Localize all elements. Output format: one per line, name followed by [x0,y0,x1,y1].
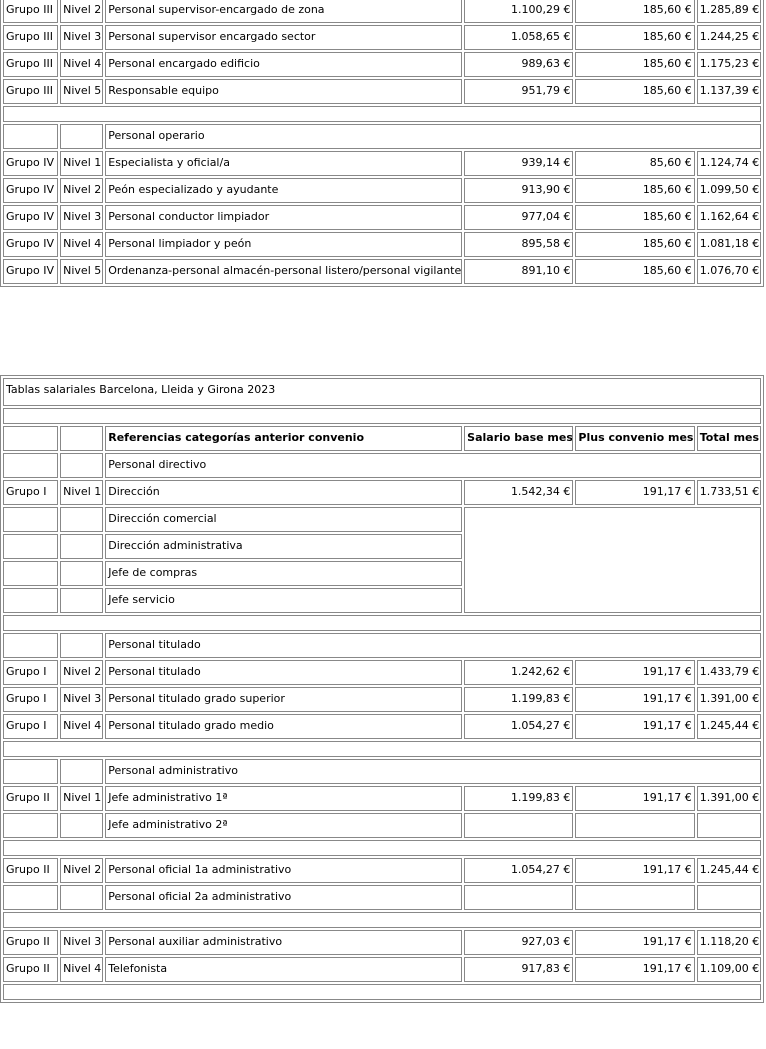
salario-cell: 1.054,27 € [464,858,573,883]
table-row [3,259,761,284]
grupo-cell: Grupo III [3,0,58,23]
grupo-cell: Grupo I [3,480,58,505]
categoria-cell: Responsable equipo [105,79,462,104]
nivel-cell: Nivel 3 [60,25,103,50]
total-cell: 1.162,64 € [697,205,761,230]
nivel-cell: Nivel 1 [60,480,103,505]
table-row [3,786,761,811]
spacer-row [3,106,761,122]
categoria-cell: Personal conductor limpiador [105,205,462,230]
grupo-cell: Grupo IV [3,178,58,203]
salario-cell: 939,14 € [464,151,573,176]
salario-cell: 989,63 € [464,52,573,77]
plus-cell: 191,17 € [575,687,694,712]
salario-cell: 895,58 € [464,232,573,257]
section-label: Personal operario [105,124,761,149]
grupo-cell: Grupo IV [3,151,58,176]
table-row [3,232,761,257]
table-row [3,480,761,505]
total-cell: 1.175,23 € [697,52,761,77]
salario-cell: 1.542,34 € [464,480,573,505]
salario-cell: 891,10 € [464,259,573,284]
section-row [3,124,761,149]
table-title: Tablas salariales Barcelona, Lleida y Girona 2023 [3,378,761,406]
salario-cell: 1.199,83 € [464,786,573,811]
grupo-cell: Grupo IV [3,232,58,257]
nivel-cell [60,588,103,613]
salario-cell: 913,90 € [464,178,573,203]
spacer-cell [3,840,761,856]
section-label: Personal titulado [105,633,761,658]
categoria-cell: Personal titulado [105,660,462,685]
salario-cell: 1.199,83 € [464,687,573,712]
grupo-cell: Grupo I [3,687,58,712]
plus-cell: 191,17 € [575,480,694,505]
nivel-cell: Nivel 1 [60,786,103,811]
categoria-cell: Telefonista [105,957,462,982]
table-row [3,930,761,955]
grupo-cell [3,588,58,613]
grupo-cell [3,759,58,784]
table-row [3,957,761,982]
nivel-cell: Nivel 5 [60,79,103,104]
plus-cell: 191,17 € [575,786,694,811]
total-cell: 1.109,00 € [697,957,761,982]
plus-cell: 185,60 € [575,178,694,203]
nivel-cell [60,453,103,478]
plus-cell: 185,60 € [575,79,694,104]
grupo-cell [3,885,58,910]
nivel-cell [60,534,103,559]
nivel-cell: Nivel 2 [60,858,103,883]
salario-cell [464,885,573,910]
nivel-cell: Nivel 3 [60,930,103,955]
grupo-cell: Grupo II [3,957,58,982]
total-cell: 1.285,89 € [697,0,761,23]
table-row [3,52,761,77]
section-row [3,759,761,784]
categoria-cell: Dirección comercial [105,507,462,532]
total-cell: 1.433,79 € [697,660,761,685]
spacer-cell [3,912,761,928]
table-row [3,151,761,176]
plus-cell: 185,60 € [575,205,694,230]
salary-table-top [0,0,764,287]
plus-cell [575,885,694,910]
table-row [3,79,761,104]
table-row [3,0,761,23]
salario-cell: 1.054,27 € [464,714,573,739]
grupo-cell [3,813,58,838]
grupo-cell: Grupo I [3,660,58,685]
nivel-cell [60,885,103,910]
plus-cell: 185,60 € [575,25,694,50]
table-row [3,858,761,883]
salario-cell: 977,04 € [464,205,573,230]
salario-cell: 927,03 € [464,930,573,955]
total-cell: 1.124,74 € [697,151,761,176]
total-cell: 1.245,44 € [697,858,761,883]
section-label: Personal administrativo [105,759,761,784]
total-cell: 1.733,51 € [697,480,761,505]
categoria-cell: Dirección administrativa [105,534,462,559]
total-cell: 1.137,39 € [697,79,761,104]
total-cell: 1.099,50 € [697,178,761,203]
table-row [3,178,761,203]
plus-cell: 185,60 € [575,52,694,77]
total-cell: 1.081,18 € [697,232,761,257]
nivel-cell [60,507,103,532]
spacer-cell [3,106,761,122]
header-total: Total mes [697,426,761,451]
grupo-cell [3,534,58,559]
section-row [3,453,761,478]
categoria-cell: Especialista y oficial/a [105,151,462,176]
subcategory-row [3,813,761,838]
table-title-row [3,378,761,406]
plus-cell: 191,17 € [575,930,694,955]
nivel-cell: Nivel 2 [60,0,103,23]
plus-cell: 185,60 € [575,232,694,257]
total-cell: 1.118,20 € [697,930,761,955]
categoria-cell: Jefe servicio [105,588,462,613]
total-cell: 1.245,44 € [697,714,761,739]
grupo-cell: Grupo III [3,25,58,50]
spacer-row [3,984,761,1000]
grupo-cell: Grupo IV [3,259,58,284]
categoria-cell: Jefe administrativo 1ª [105,786,462,811]
categoria-cell: Personal auxiliar administrativo [105,930,462,955]
grupo-cell: Grupo II [3,786,58,811]
spacer-row [3,840,761,856]
categoria-cell: Ordenanza-personal almacén-personal listero/personal vigilante [105,259,462,284]
salario-cell: 1.242,62 € [464,660,573,685]
plus-cell: 185,60 € [575,0,694,23]
categoria-cell: Personal limpiador y peón [105,232,462,257]
subcategory-row [3,885,761,910]
section-row [3,633,761,658]
subcategory-row [3,507,761,532]
spacer-row [3,615,761,631]
nivel-cell: Nivel 4 [60,714,103,739]
nivel-cell: Nivel 3 [60,687,103,712]
nivel-cell: Nivel 2 [60,660,103,685]
grupo-cell: Grupo II [3,858,58,883]
total-cell [697,885,761,910]
nivel-cell: Nivel 4 [60,232,103,257]
section-label: Personal directivo [105,453,761,478]
grupo-cell: Grupo IV [3,205,58,230]
salario-cell [464,813,573,838]
plus-cell [575,813,694,838]
categoria-cell: Personal oficial 1a administrativo [105,858,462,883]
nivel-cell [60,633,103,658]
grupo-cell [3,453,58,478]
header-categoria: Referencias categorías anterior convenio [105,426,462,451]
nivel-cell: Nivel 1 [60,151,103,176]
nivel-cell [60,124,103,149]
grupo-cell [3,507,58,532]
total-cell: 1.391,00 € [697,786,761,811]
plus-cell: 85,60 € [575,151,694,176]
nivel-cell: Nivel 5 [60,259,103,284]
plus-cell: 185,60 € [575,259,694,284]
header-salario: Salario base mes [464,426,573,451]
empty-values-block [464,507,761,613]
table-row [3,714,761,739]
categoria-cell: Personal supervisor-encargado de zona [105,0,462,23]
header-plus: Plus convenio mes [575,426,694,451]
salario-cell: 1.058,65 € [464,25,573,50]
plus-cell: 191,17 € [575,714,694,739]
categoria-cell: Personal oficial 2a administrativo [105,885,462,910]
grupo-cell: Grupo III [3,79,58,104]
plus-cell: 191,17 € [575,858,694,883]
grupo-cell: Grupo III [3,52,58,77]
categoria-cell: Dirección [105,480,462,505]
categoria-cell: Peón especializado y ayudante [105,178,462,203]
categoria-cell: Personal titulado grado medio [105,714,462,739]
nivel-cell: Nivel 3 [60,205,103,230]
spacer-cell [3,984,761,1000]
salario-cell: 951,79 € [464,79,573,104]
grupo-cell: Grupo II [3,930,58,955]
spacer-cell [3,741,761,757]
grupo-cell [3,561,58,586]
nivel-cell: Nivel 2 [60,178,103,203]
total-cell [697,813,761,838]
nivel-cell [60,561,103,586]
table-row [3,205,761,230]
header-grupo [3,426,58,451]
grupo-cell [3,633,58,658]
nivel-cell: Nivel 4 [60,52,103,77]
categoria-cell: Personal supervisor encargado sector [105,25,462,50]
total-cell: 1.391,00 € [697,687,761,712]
salario-cell: 1.100,29 € [464,0,573,23]
salario-cell: 917,83 € [464,957,573,982]
spacer-row [3,408,761,424]
categoria-cell: Jefe de compras [105,561,462,586]
spacer-row [3,912,761,928]
nivel-cell [60,813,103,838]
plus-cell: 191,17 € [575,660,694,685]
categoria-cell: Jefe administrativo 2ª [105,813,462,838]
categoria-cell: Personal titulado grado superior [105,687,462,712]
grupo-cell [3,124,58,149]
total-cell: 1.076,70 € [697,259,761,284]
table-row [3,25,761,50]
table-row [3,687,761,712]
categoria-cell: Personal encargado edificio [105,52,462,77]
grupo-cell: Grupo I [3,714,58,739]
spacer-row [3,741,761,757]
salary-table-barcelona-lleida-girona [0,375,764,1003]
header-row [3,426,761,451]
header-nivel [60,426,103,451]
nivel-cell: Nivel 4 [60,957,103,982]
spacer-cell [3,615,761,631]
plus-cell: 191,17 € [575,957,694,982]
table-row [3,660,761,685]
nivel-cell [60,759,103,784]
total-cell: 1.244,25 € [697,25,761,50]
